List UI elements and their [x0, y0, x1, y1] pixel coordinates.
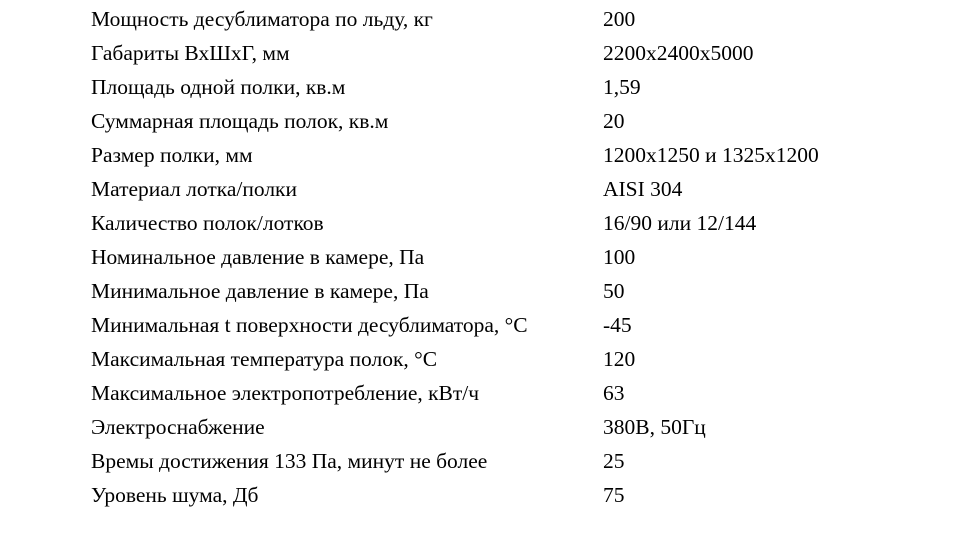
table-row — [91, 274, 891, 308]
table-row — [91, 240, 891, 274]
spec-label: Номинальное давление в камере, Па — [91, 245, 425, 269]
table-row — [91, 444, 891, 478]
spec-label: Времы достижения 133 Па, минут не более — [91, 449, 488, 473]
table-row — [91, 376, 891, 410]
table-row — [91, 478, 891, 512]
table-row — [91, 104, 891, 138]
spec-value: 25 — [603, 449, 625, 473]
spec-value: 2200х2400х5000 — [603, 41, 754, 65]
table-row — [91, 138, 891, 172]
spec-value: 63 — [603, 381, 625, 405]
table-row — [91, 36, 891, 70]
table-row — [91, 410, 891, 444]
spec-label: Габариты ВхШхГ, мм — [91, 41, 290, 65]
spec-value: AISI 304 — [603, 177, 683, 201]
spec-label: Электроснабжение — [91, 415, 265, 439]
spec-value: 380В, 50Гц — [603, 415, 706, 439]
spec-label: Минимальное давление в камере, Па — [91, 279, 429, 303]
table-row — [91, 308, 891, 342]
spec-label: Уровень шума, Дб — [91, 483, 259, 507]
table-row — [91, 172, 891, 206]
spec-label: Максимальная температура полок, °С — [91, 347, 438, 371]
spec-label: Площадь одной полки, кв.м — [91, 75, 346, 99]
specifications-table — [91, 2, 891, 512]
spec-value: 100 — [603, 245, 636, 269]
spec-label: Минимальная t поверхности десублиматора, °С — [91, 313, 528, 337]
spec-value: 120 — [603, 347, 636, 371]
spec-label: Максимальное электропотребление, кВт/ч — [91, 381, 480, 405]
spec-value: 20 — [603, 109, 625, 133]
spec-label: Суммарная площадь полок, кв.м — [91, 109, 389, 133]
spec-value: -45 — [603, 313, 632, 337]
table-row — [91, 2, 891, 36]
table-row — [91, 70, 891, 104]
spec-value: 1,59 — [603, 75, 641, 99]
spec-label: Мощность десублиматора по льду, кг — [91, 7, 433, 31]
spec-value: 75 — [603, 483, 625, 507]
spec-value: 16/90 или 12/144 — [603, 211, 757, 235]
spec-value: 1200х1250 и 1325х1200 — [603, 143, 819, 167]
spec-label: Каличество полок/лотков — [91, 211, 324, 235]
spec-label: Материал лотка/полки — [91, 177, 298, 201]
spec-value: 50 — [603, 279, 625, 303]
spec-label: Размер полки, мм — [91, 143, 253, 167]
table-row — [91, 342, 891, 376]
table-row — [91, 206, 891, 240]
spec-value: 200 — [603, 7, 636, 31]
